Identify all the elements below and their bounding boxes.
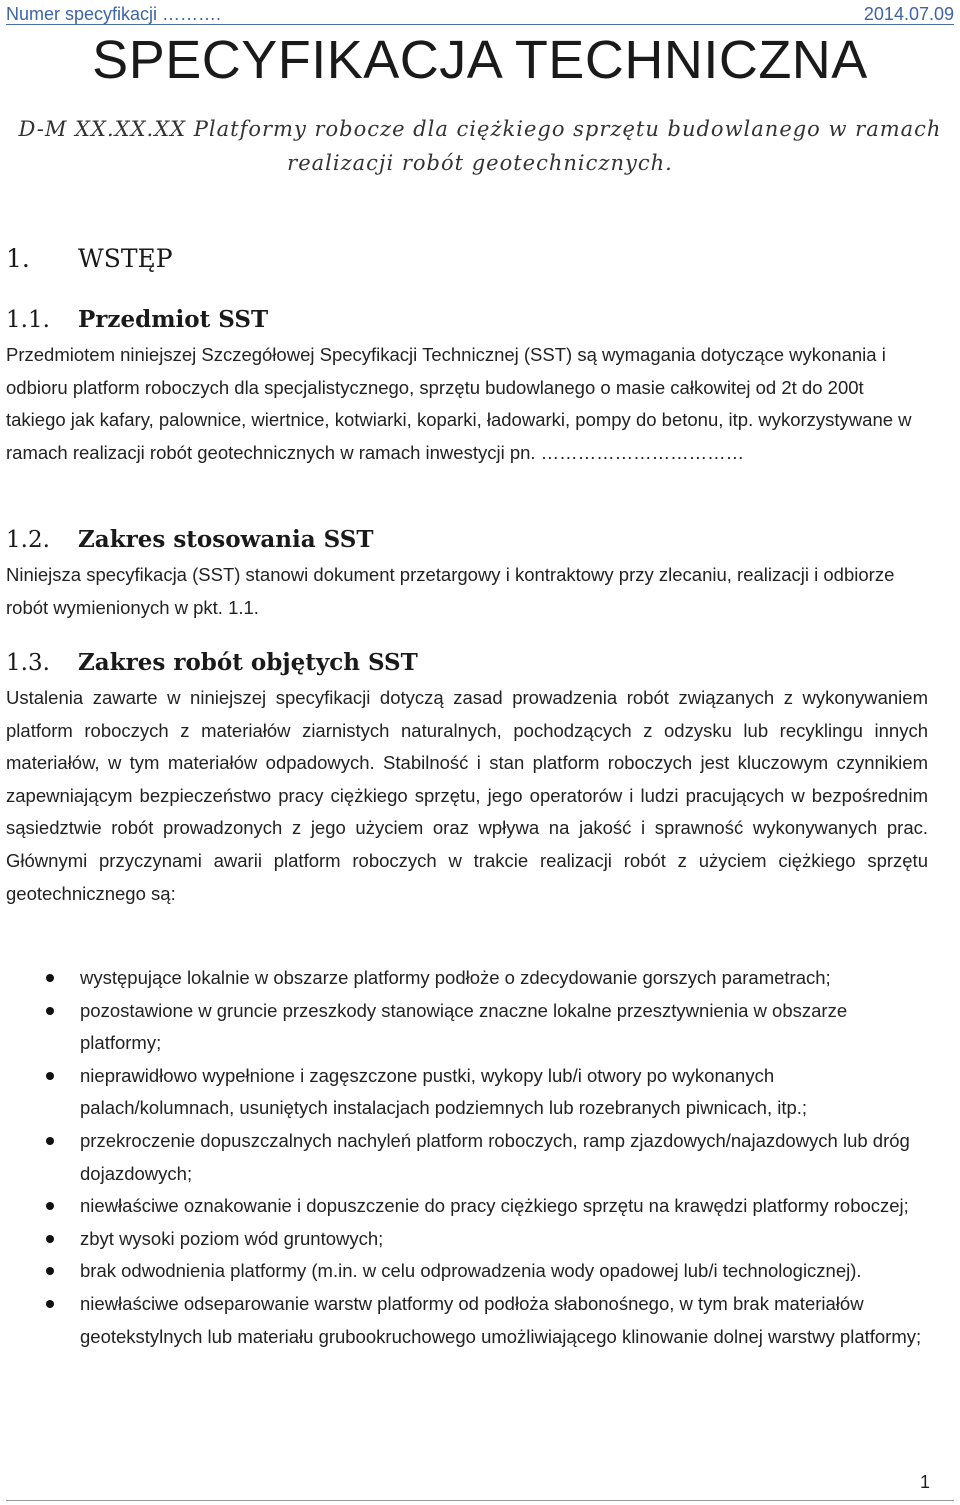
document-subtitle bbox=[0, 112, 960, 180]
list-item: niewłaściwe odseparowanie warstw platformy od podłoża słabonośnego, w tym brak materiałów geotekstylnych lub materiału grubookruchowego umożliwiającego klinowanie dolnej warstwy platformy; bbox=[6, 1288, 928, 1353]
subtitle-line-2: realizacji robót geotechnicznych. bbox=[287, 151, 673, 175]
footer-divider bbox=[6, 1500, 954, 1501]
spec-number: Numer specyfikacji ………. bbox=[6, 4, 222, 24]
section-heading-intro bbox=[6, 242, 173, 276]
bullet-icon bbox=[46, 1007, 54, 1015]
header-date: 2014.07.09 bbox=[863, 4, 954, 24]
bullet-icon bbox=[46, 974, 54, 982]
list-item: brak odwodnienia platformy (m.in. w celu odprowadzenia wody opadowej lub/i technologicznej). bbox=[6, 1255, 928, 1288]
bullet-icon bbox=[46, 1202, 54, 1210]
subsection-number: 1.1. bbox=[6, 307, 50, 333]
list-item: nieprawidłowo wypełnione i zagęszczone pustki, wykopy lub/i otwory po wykonanych palach/kolumnach, usuniętych instalacjach podziemnych lub rozebranych piwnicach, itp.; bbox=[6, 1060, 928, 1125]
subsection-title: Zakres robót objętych SST bbox=[78, 649, 418, 676]
failure-causes-list bbox=[6, 962, 928, 1353]
bullet-icon bbox=[46, 1300, 54, 1308]
section-number: 1. bbox=[6, 244, 30, 273]
subsection-heading-1-2 bbox=[6, 524, 373, 556]
list-item: zbyt wysoki poziom wód gruntowych; bbox=[6, 1223, 928, 1256]
subsection-title: Przedmiot SST bbox=[78, 306, 269, 333]
page-number: 1 bbox=[919, 1472, 930, 1492]
list-item: występujące lokalnie w obszarze platformy podłoże o zdecydowanie gorszych parametrach; bbox=[6, 962, 928, 995]
list-item: niewłaściwe oznakowanie i dopuszczenie do pracy ciężkiego sprzętu na krawędzi platformy roboczej; bbox=[6, 1190, 928, 1223]
subtitle-line-1: D-M XX.XX.XX Platformy robocze dla ciężkiego sprzętu budowlanego w ramach bbox=[18, 117, 942, 141]
bullet-icon bbox=[46, 1267, 54, 1275]
bullet-icon bbox=[46, 1072, 54, 1080]
paragraph-1-1: Przedmiotem niniejszej Szczegółowej Specyfikacji Technicznej (SST) są wymagania dotyczące wykonania i odbioru platform roboczych dla specjalistycznego, sprzętu budowlanego o masie całkowitej od 2t do 200t takiego jak kafary, palownice, wiertnice, kotwiarki, koparki, ładowarki, pompy do betonu, itp. wykorzystywane w ramach realizacji robót geotechnicznych w ramach inwestycji pn. …………………………… bbox=[6, 344, 912, 463]
page-header bbox=[6, 0, 954, 25]
document-title: SPECYFIKACJA TECHNICZNA bbox=[92, 30, 868, 90]
list-item: pozostawione w gruncie przeszkody stanowiące znaczne lokalne przesztywnienia w obszarze platformy; bbox=[6, 995, 928, 1060]
paragraph-1-2: Niniejsza specyfikacja (SST) stanowi dokument przetargowy i kontraktowy przy zlecaniu, realizacji i odbiorze robót wymienionych w pkt. 1.1. bbox=[6, 564, 895, 618]
list-item: przekroczenie dopuszczalnych nachyleń platform roboczych, ramp zjazdowych/najazdowych lub dróg dojazdowych; bbox=[6, 1125, 928, 1190]
bullet-icon bbox=[46, 1137, 54, 1145]
subsection-number: 1.2. bbox=[6, 527, 50, 553]
subsection-heading-1-1 bbox=[6, 304, 268, 336]
subsection-title: Zakres stosowania SST bbox=[78, 526, 374, 553]
paragraph-1-3: Ustalenia zawarte w niniejszej specyfikacji dotyczą zasad prowadzenia robót związanych z wykonywaniem platform roboczych z materiałów ziarnistych naturalnych, pochodzących z odzysku lub recyklingu innych materiałów, w tym materiałów odpadowych. Stabilność i stan platform roboczych jest kluczowym czynnikiem zapewniającym bezpieczeństwo pracy ciężkiego sprzętu, jego operatorów i ludzi pracujących w bezpośrednim sąsiedztwie robót prowadzonych z jego użyciem oraz wpływa na jakość i sprawność wykonywanych prac. Głównymi przyczynami awarii platform roboczych w trakcie realizacji robót z użyciem ciężkiego sprzętu geotechnicznego są: bbox=[6, 687, 928, 904]
bullet-icon bbox=[46, 1235, 54, 1243]
subsection-heading-1-3 bbox=[6, 647, 418, 679]
subsection-number: 1.3. bbox=[6, 650, 50, 676]
section-title: WSTĘP bbox=[78, 244, 173, 273]
